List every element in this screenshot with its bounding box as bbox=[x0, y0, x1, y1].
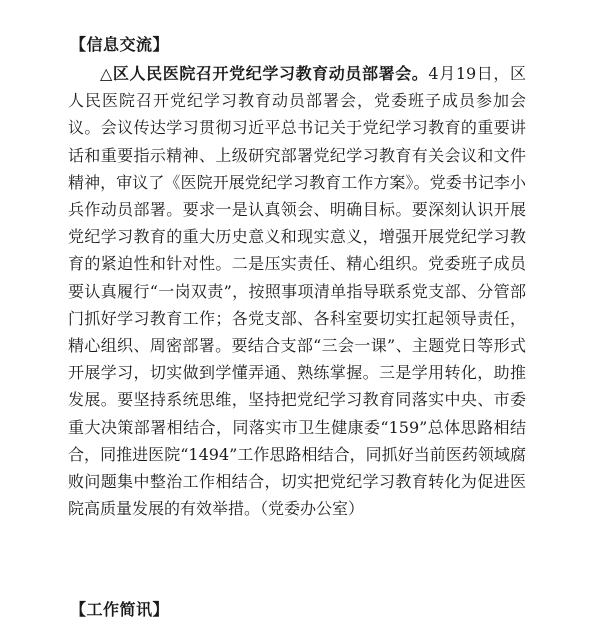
article-lead-title: △区人民医院召开党纪学习教育动员部署会。 bbox=[100, 64, 429, 83]
article-body: 4月19日，区人民医院召开党纪学习教育动员部署会，党委班子成员参加会议。会议传达学习贯彻习近平总书记关于党纪学习教育的重要讲话和重要指示精神、上级研究部署党纪学习教育有关会议和文件精神，审议了《医院开展党纪学习教育工作方案》。党委书记李小兵作动员部署。要求一是认真领会、明确目标。要深刻认识开展党纪学习教育的重大历史意义和现实意义，增强开展党纪学习教育的紧迫性和针对性。二是压实责任、精心组织。党委班子成员要认真履行“一岗双责”，按照事项清单指导联系党支部、分管部门抓好学习教育工作；各党支部、各科室要切实扛起领导责任，精心组织、周密部署。要结合支部“三会一课”、主题党日等形式开展学习，切实做到学懂弄通、熟练掌握。三是学用转化，助推发展。要坚持系统思维，坚持把党纪学习教育同落实中央、市委重大决策部署相结合，同落实市卫生健康委“159”总体思路相结合，同推进医院“1494”工作思路相结合，同抓好当前医药领域腐败问题集中整治工作相结合，切实把党纪学习教育转化为促进医院高质量发展的有效举措。（党委办公室） bbox=[68, 64, 526, 519]
section-heading-info-exchange: 【信息交流】 bbox=[70, 35, 170, 54]
article-paragraph bbox=[68, 60, 526, 522]
section-heading-work-brief: 【工作简讯】 bbox=[70, 600, 170, 619]
